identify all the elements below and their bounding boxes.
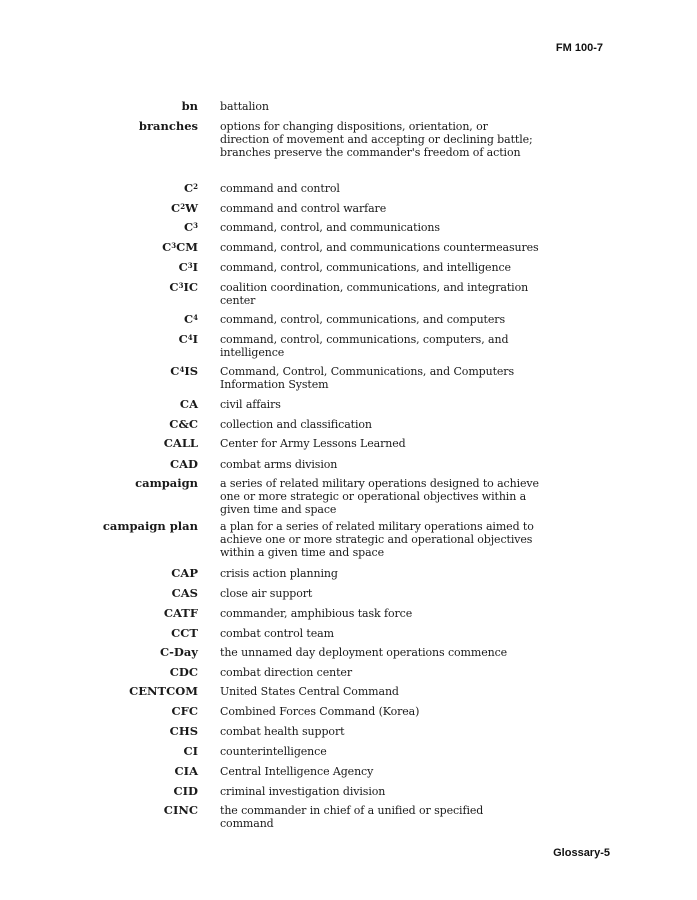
- term-base: C: [178, 332, 188, 346]
- glossary-term: [171, 567, 198, 580]
- glossary-term: [162, 241, 198, 254]
- term-base: CINC: [163, 803, 198, 817]
- glossary-definition: combat control team: [220, 627, 334, 640]
- glossary-definition: the commander in chief of a unified or specified command: [220, 804, 484, 830]
- term-suffix: I: [192, 332, 198, 346]
- glossary-term: [103, 520, 198, 533]
- glossary-term: [171, 627, 198, 640]
- glossary-definition: Command, Control, Communications, and Computers Information System: [220, 365, 515, 391]
- glossary-term: [180, 398, 198, 411]
- glossary-definition: criminal investigation division: [220, 785, 386, 798]
- glossary-term: [184, 182, 198, 195]
- term-suffix: CM: [176, 240, 198, 254]
- term-base: CENTCOM: [129, 684, 198, 698]
- glossary-term: [169, 281, 198, 294]
- term-base: CAD: [169, 457, 198, 471]
- glossary-term: [139, 120, 198, 133]
- term-superscript: 4: [187, 333, 193, 342]
- term-base: campaign: [135, 476, 198, 490]
- glossary-definition: combat arms division: [220, 458, 338, 471]
- term-base: CAP: [171, 566, 198, 580]
- glossary-term: [164, 607, 198, 620]
- glossary-term: [170, 458, 198, 471]
- glossary-term: [170, 666, 198, 679]
- glossary-definition: command and control warfare: [220, 202, 387, 215]
- glossary-term: [184, 221, 198, 234]
- glossary-term: [129, 685, 198, 698]
- term-base: C: [183, 312, 194, 326]
- term-base: C: [170, 364, 180, 378]
- glossary-definition: Center for Army Lessons Learned: [220, 437, 406, 450]
- glossary-term: [172, 587, 198, 600]
- glossary-term: [169, 418, 198, 431]
- glossary-definition: command and control: [220, 182, 340, 195]
- glossary-term: [172, 705, 198, 718]
- glossary-definition: a series of related military operations designed to achieve one or more strategic or operational objectives within a given time and space: [220, 477, 539, 516]
- term-base: C&C: [169, 417, 198, 431]
- glossary-definition: civil affairs: [220, 398, 281, 411]
- term-base: CHS: [169, 724, 198, 738]
- term-suffix: I: [192, 260, 198, 274]
- glossary-definition: options for changing dispositions, orientation, or direction of movement and accepting or declining battle; branches preserve the commander's freedom of action: [220, 120, 533, 159]
- term-base: CCT: [171, 626, 198, 640]
- glossary-definition: counterintelligence: [220, 745, 327, 758]
- term-base: C-Day: [159, 645, 198, 659]
- glossary-definition: Combined Forces Command (Korea): [220, 705, 420, 718]
- term-base: bn: [181, 99, 198, 113]
- term-base: C: [183, 220, 194, 234]
- glossary-definition: commander, amphibious task force: [220, 607, 413, 620]
- term-superscript: 3: [171, 241, 177, 250]
- term-base: CA: [179, 397, 198, 411]
- glossary-definition: command, control, and communications: [220, 221, 440, 234]
- term-base: campaign plan: [102, 519, 198, 533]
- glossary-term: [182, 100, 198, 113]
- term-base: C: [183, 181, 194, 195]
- glossary-term: [164, 437, 198, 450]
- term-base: CI: [183, 744, 198, 758]
- term-superscript: 3: [178, 281, 184, 290]
- term-base: CIA: [174, 764, 198, 778]
- term-base: C: [162, 240, 172, 254]
- glossary-term: [164, 804, 198, 817]
- term-suffix: W: [185, 201, 198, 215]
- glossary-term: [179, 261, 198, 274]
- term-base: C: [169, 280, 179, 294]
- term-superscript: 2: [193, 182, 198, 191]
- glossary-definition: United States Central Command: [220, 685, 399, 698]
- term-suffix: IS: [184, 364, 198, 378]
- glossary-term: [184, 313, 198, 326]
- glossary-term: [170, 365, 198, 378]
- glossary-term: [175, 765, 198, 778]
- glossary-definition: command, control, and communications countermeasures: [220, 241, 539, 254]
- term-base: CFC: [171, 704, 198, 718]
- term-superscript: 4: [179, 365, 185, 374]
- glossary-term: [135, 477, 198, 490]
- glossary-definition: command, control, communications, computers, and intelligence: [220, 333, 509, 359]
- glossary-definition: coalition coordination, communications, and integration center: [220, 281, 529, 307]
- glossary-definition: combat direction center: [220, 666, 353, 679]
- page-footer: Glossary-5: [553, 847, 610, 859]
- glossary-term: [171, 202, 198, 215]
- term-superscript: 3: [187, 261, 193, 270]
- term-superscript: 2: [180, 202, 186, 211]
- term-base: C: [171, 201, 181, 215]
- glossary-definition: command, control, communications, and intelligence: [220, 261, 511, 274]
- glossary-term: [160, 646, 198, 659]
- term-base: CAS: [171, 586, 198, 600]
- glossary-term: [179, 333, 198, 346]
- glossary-definition: collection and classification: [220, 418, 372, 431]
- glossary-definition: Central Intelligence Agency: [220, 765, 374, 778]
- term-suffix: IC: [183, 280, 198, 294]
- glossary-definition: battalion: [220, 100, 269, 113]
- glossary-term: [170, 725, 198, 738]
- glossary-definition: crisis action planning: [220, 567, 338, 580]
- term-base: CALL: [163, 436, 198, 450]
- term-base: CID: [173, 784, 198, 798]
- term-superscript: 4: [193, 313, 198, 322]
- term-base: branches: [138, 119, 198, 133]
- term-base: C: [178, 260, 188, 274]
- glossary-definition: a plan for a series of related military operations aimed to achieve one or more strategic and operational objectives within a given time and space: [220, 520, 534, 559]
- glossary-definition: command, control, communications, and computers: [220, 313, 505, 326]
- glossary-definition: close air support: [220, 587, 313, 600]
- glossary-term: [183, 745, 198, 758]
- term-superscript: 3: [193, 221, 198, 230]
- glossary-term: [173, 785, 198, 798]
- term-base: CATF: [163, 606, 198, 620]
- running-header: FM 100-7: [555, 42, 603, 54]
- glossary-definition: combat health support: [220, 725, 345, 738]
- term-base: CDC: [169, 665, 198, 679]
- glossary-definition: the unnamed day deployment operations commence: [220, 646, 508, 659]
